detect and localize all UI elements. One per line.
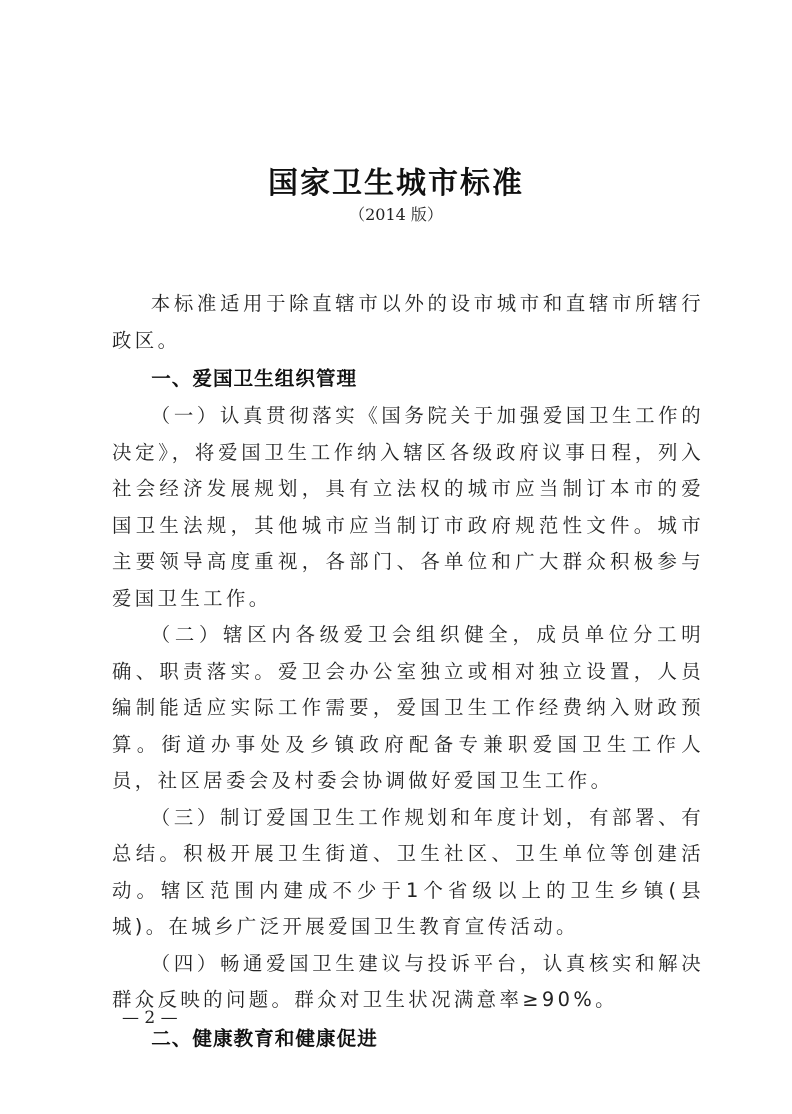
section-heading: 二、健康教育和健康促进 bbox=[151, 1026, 378, 1050]
paragraph: （三）制订爱国卫生工作规划和年度计划，有部署、有总结。积极开展卫生街道、卫生社区、卫生单位等创建活动。辖区范围内建成不少于1个省级以上的卫生乡镇(县城)。在城乡广泛开展爱国卫生教育宣传活动。 bbox=[112, 805, 704, 938]
page-number: — 2 — bbox=[122, 1008, 178, 1028]
section-heading: 一、爱国卫生组织管理 bbox=[151, 367, 358, 390]
intro-paragraph: 本标准适用于除直辖市以外的设市城市和直辖市所辖行政区。 bbox=[112, 292, 704, 352]
paragraph: （四）畅通爱国卫生建议与投诉平台，认真核实和解决群众反映的问题。群众对卫生状况满意率≥90%。 bbox=[112, 951, 704, 1011]
document-body bbox=[112, 286, 704, 1058]
paragraph: （二）辖区内各级爱卫会组织健全，成员单位分工明确、职责落实。爱卫会办公室独立或相对独立设置，人员编制能适应实际工作需要，爱国卫生工作经费纳入财政预算。街道办事处及乡镇政府配备专兼职爱国卫生工作人员，社区居委会及村委会协调做好爱国卫生工作。 bbox=[112, 623, 704, 792]
document-subtitle: （2014 版） bbox=[349, 205, 443, 224]
document-title: 国家卫生城市标准 bbox=[268, 166, 524, 201]
paragraph: （一）认真贯彻落实《国务院关于加强爱国卫生工作的决定》，将爱国卫生工作纳入辖区各级政府议事日程，列入社会经济发展规划，具有立法权的城市应当制订本市的爱国卫生法规，其他城市应当制订市政府规范性文件。城市主要领导高度重视，各部门、各单位和广大群众积极参与爱国卫生工作。 bbox=[112, 404, 704, 610]
